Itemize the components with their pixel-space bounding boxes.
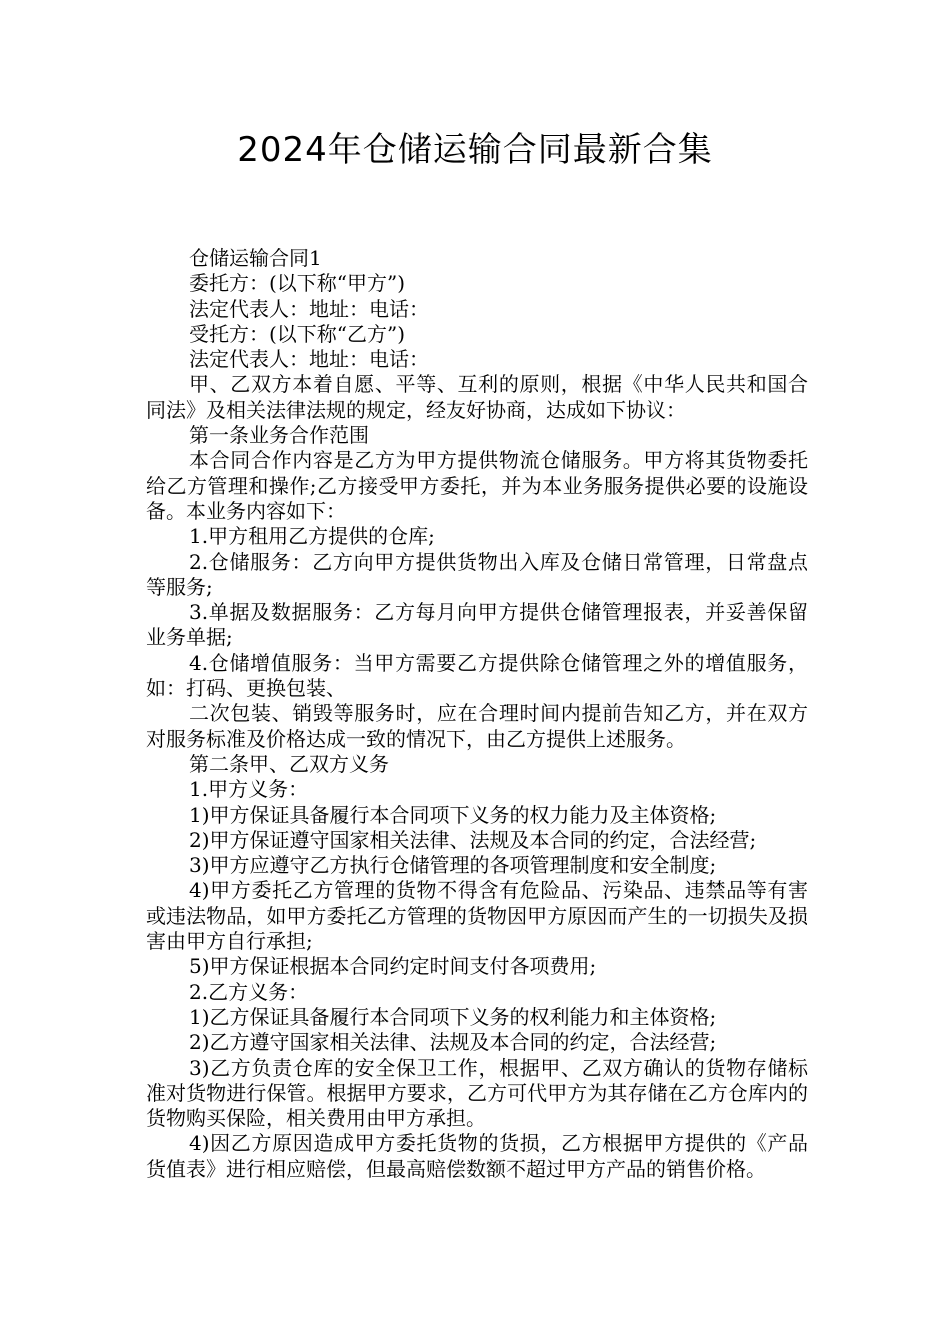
paragraph: 仓储运输合同1 <box>189 246 322 270</box>
document-body <box>146 246 808 1182</box>
list-item: 4.仓储增值服务：当甲方需要乙方提供除仓储管理之外的增值服务，如：打码、更换包装、 <box>146 650 808 701</box>
paragraph: 受托方：(以下称“乙方”) <box>189 321 406 346</box>
list-item: 3)甲方应遵守乙方执行仓储管理的各项管理制度和安全制度; <box>189 853 717 878</box>
list-item: 3.单据及数据服务：乙方每月向甲方提供仓储管理报表，并妥善保留业务单据; <box>146 600 808 650</box>
paragraph: 委托方：(以下称“甲方”) <box>189 271 406 296</box>
section-heading: 第一条业务合作范围 <box>189 423 369 448</box>
section-heading: 第二条甲、乙双方义务 <box>189 751 389 776</box>
list-item: 4)甲方委托乙方管理的货物不得含有危险品、污染品、违禁品等有害或违法物品，如甲方委托乙方管理的货物因甲方原因而产生的一切损失及损害由甲方自行承担; <box>146 878 808 954</box>
paragraph: 法定代表人：地址：电话： <box>189 296 429 321</box>
paragraph: 甲、乙双方本着自愿、平等、互利的原则，根据《中华人民共和国合同法》及相关法律法规的规定，经友好协商，达成如下协议： <box>146 372 808 422</box>
list-item: 1)甲方保证具备履行本合同项下义务的权力能力及主体资格; <box>189 802 717 827</box>
paragraph: 法定代表人：地址：电话： <box>189 347 429 372</box>
document-title: 2024年仓储运输合同最新合集 <box>237 130 713 170</box>
list-item: 2.仓储服务：乙方向甲方提供货物出入库及仓储日常管理，日常盘点等服务; <box>146 549 808 599</box>
paragraph: 二次包装、销毁等服务时，应在合理时间内提前告知乙方，并在双方对服务标准及价格达成一致的情况下，由乙方提供上述服务。 <box>146 701 808 751</box>
list-item: 2)乙方遵守国家相关法律、法规及本合同的约定，合法经营; <box>189 1030 717 1055</box>
list-item: 3)乙方负责仓库的安全保卫工作，根据甲、乙双方确认的货物存储标准对货物进行保管。根据甲方要求，乙方可代甲方为其存储在乙方仓库内的货物购买保险，相关费用由甲方承担。 <box>146 1055 808 1131</box>
list-item: 2.乙方义务： <box>189 979 309 1004</box>
list-item: 1.甲方义务： <box>189 777 309 802</box>
list-item: 4)因乙方原因造成甲方委托货物的货损，乙方根据甲方提供的《产品货值表》进行相应赔偿，但最高赔偿数额不超过甲方产品的销售价格。 <box>146 1131 808 1181</box>
list-item: 5)甲方保证根据本合同约定时间支付各项费用; <box>189 954 597 979</box>
list-item: 2)甲方保证遵守国家相关法律、法规及本合同的约定，合法经营; <box>189 827 757 852</box>
list-item: 1.甲方租用乙方提供的仓库; <box>189 524 435 549</box>
list-item: 1)乙方保证具备履行本合同项下义务的权利能力和主体资格; <box>189 1004 717 1029</box>
paragraph: 本合同合作内容是乙方为甲方提供物流仓储服务。甲方将其货物委托给乙方管理和操作;乙方接受甲方委托，并为本业务服务提供必要的设施设备。本业务内容如下： <box>146 448 808 523</box>
